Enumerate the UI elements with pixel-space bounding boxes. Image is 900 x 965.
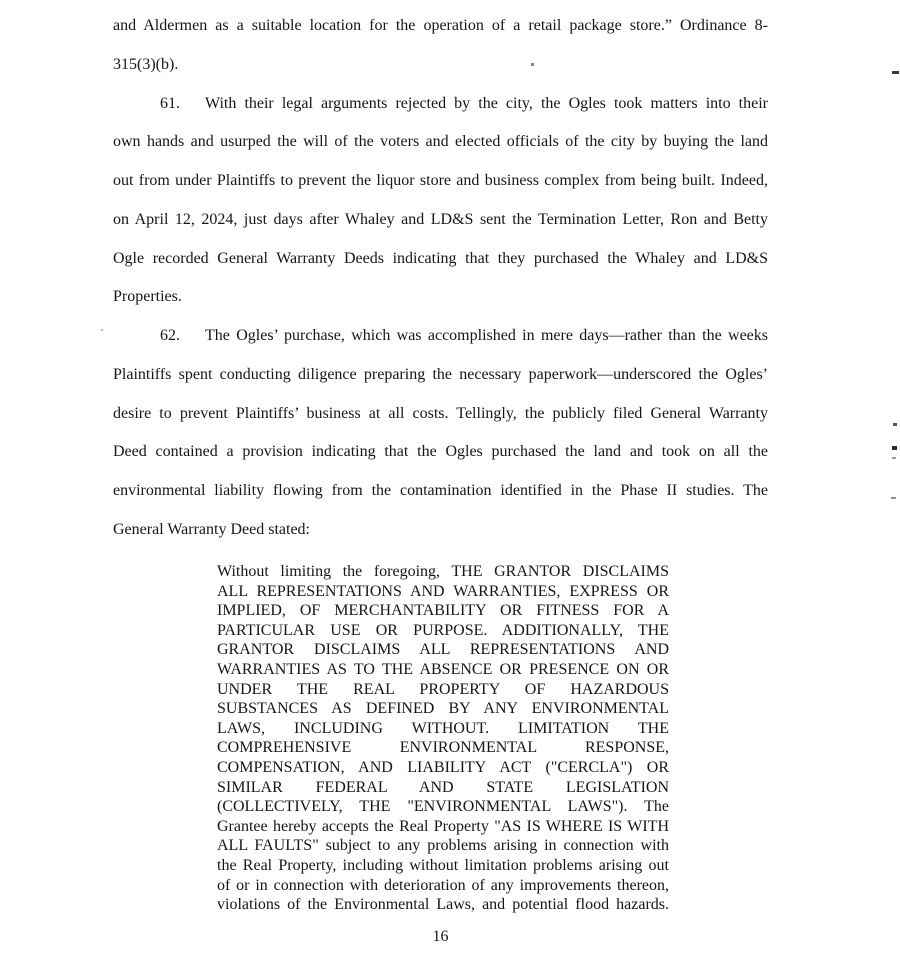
scan-artifact (892, 457, 896, 459)
page-number: 16 (432, 928, 449, 945)
quote-line: (COLLECTIVELY, THE "ENVIRONMENTAL LAWS"). The (217, 798, 669, 816)
quote-line: ALL REPRESENTATIONS AND WARRANTIES, EXPRESS OR (217, 582, 669, 600)
quote-line: COMPENSATION, AND LIABILITY ACT ("CERCLA") OR (217, 758, 669, 776)
quote-line: Without limiting the foregoing, THE GRANTOR DISCLAIMS (217, 563, 669, 580)
text-line (113, 85, 768, 124)
quote-line: LAWS, INCLUDING WITHOUT. LIMITATION THE (217, 719, 669, 737)
text-line: General Warranty Deed stated: (113, 520, 310, 538)
text-line: Deed contained a provision indicating that the Ogles purchased the land and took on all the (113, 443, 768, 461)
quote-line: Grantee hereby accepts the Real Property "AS IS WHERE IS WITH (217, 817, 669, 835)
paragraph-62 (113, 317, 768, 550)
quote-line: COMPREHENSIVE ENVIRONMENTAL RESPONSE, (217, 739, 669, 757)
text-line: desire to prevent Plaintiffs’ business at all costs. Tellingly, the publicly filed General Warranty (113, 404, 768, 422)
quote-line: GRANTOR DISCLAIMS ALL REPRESENTATIONS AND (217, 641, 669, 659)
text-line: own hands and usurped the will of the voters and elected officials of the city by buying the land (113, 133, 768, 151)
quote-line: ALL FAULTS" subject to any problems arising in connection with (217, 837, 669, 855)
paragraph-continuation (113, 7, 768, 85)
quote-line: the Real Property, including without limitation problems arising out (217, 856, 669, 874)
text-line: Plaintiffs spent conducting diligence preparing the necessary paperwork—underscored the Ogles’ (113, 365, 768, 383)
scan-artifact (891, 497, 896, 499)
text-line: Properties. (113, 288, 182, 306)
text-segment: With their legal arguments rejected by the city, the Ogles took matters into their (205, 94, 768, 112)
quote-line: SUBSTANCES AS DEFINED BY ANY ENVIRONMENTAL (217, 700, 669, 718)
quote-line: of or in connection with deterioration of any improvements thereon, (217, 876, 669, 894)
quote-line: UNDER THE REAL PROPERTY OF HAZARDOUS (217, 680, 669, 698)
text-line: on April 12, 2024, just days after Whaley and LD&S sent the Termination Letter, Ron and Betty (113, 210, 768, 228)
text-line (113, 317, 768, 356)
paragraph-number: 62. (160, 327, 180, 344)
body-text-column (113, 7, 768, 550)
text-line: and Aldermen as a suitable location for the operation of a retail package store.” Ordinance 8- (113, 17, 768, 34)
text-line: out from under Plaintiffs to prevent the liquor store and business complex from being built. Indeed, (113, 172, 768, 189)
block-quote (217, 562, 669, 915)
text-line: 315(3)(b). (113, 55, 179, 73)
scan-artifact (892, 71, 899, 74)
quote-line: IMPLIED, OF MERCHANTABILITY OR FITNESS FOR A (217, 602, 669, 620)
scan-artifact (101, 329, 103, 331)
quote-line: SIMILAR FEDERAL AND STATE LEGISLATION (217, 778, 669, 796)
paragraph-number: 61. (160, 94, 180, 112)
text-line: environmental liability flowing from the contamination identified in the Phase II studies. The (113, 482, 768, 499)
scan-artifact (893, 423, 897, 426)
text-segment: The Ogles’ purchase, which was accomplished in mere days—rather than the weeks (205, 327, 768, 344)
scan-artifact (892, 446, 897, 450)
quote-line: PARTICULAR USE OR PURPOSE. ADDITIONALLY, THE (217, 621, 669, 639)
quote-line: violations of the Environmental Laws, and potential flood hazards. (217, 896, 669, 914)
quote-line: WARRANTIES AS TO THE ABSENCE OR PRESENCE ON OR (217, 660, 669, 678)
paragraph-61 (113, 85, 768, 318)
scan-artifact (531, 63, 534, 66)
text-line: Ogle recorded General Warranty Deeds indicating that they purchased the Whaley and LD&S (113, 249, 768, 267)
